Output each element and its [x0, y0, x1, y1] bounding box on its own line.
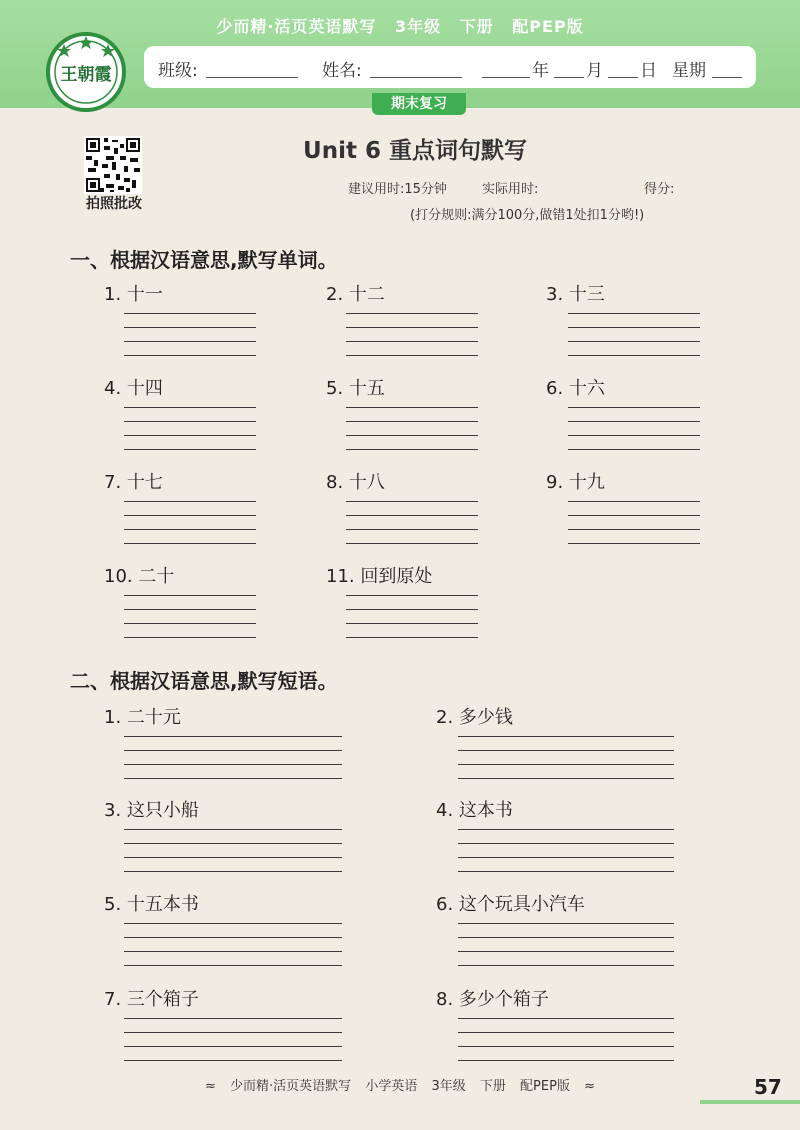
word-answer-lines[interactable]	[124, 300, 256, 356]
page-number: 57	[754, 1075, 782, 1099]
writing-line[interactable]	[458, 844, 674, 858]
writing-line[interactable]	[124, 816, 342, 830]
writing-line[interactable]	[124, 830, 342, 844]
word-item-label: 9. 十九	[546, 472, 605, 493]
phrase-answer-lines[interactable]	[124, 816, 342, 872]
actual-time-label: 实际用时:	[482, 182, 539, 197]
writing-line[interactable]	[346, 408, 478, 422]
header-grade: 3年级	[394, 17, 442, 36]
writing-line[interactable]	[124, 924, 342, 938]
writing-line[interactable]	[568, 342, 700, 356]
suggested-time: 建议用时:15分钟	[348, 182, 447, 197]
word-item-label: 4. 十四	[104, 378, 163, 399]
writing-line[interactable]	[124, 610, 256, 624]
writing-line[interactable]	[124, 1033, 342, 1047]
svg-text:王朝霞: 王朝霞	[60, 65, 112, 85]
writing-line[interactable]	[124, 422, 256, 436]
writing-line[interactable]	[346, 502, 478, 516]
word-answer-lines[interactable]	[346, 300, 478, 356]
writing-line[interactable]	[124, 502, 256, 516]
name-field[interactable]	[370, 60, 462, 78]
writing-line[interactable]	[124, 858, 342, 872]
writing-line[interactable]	[124, 300, 256, 314]
phrase-answer-lines[interactable]	[458, 816, 674, 872]
writing-line[interactable]	[124, 488, 256, 502]
footer-subject: 小学英语	[365, 1079, 418, 1094]
writing-line[interactable]	[568, 314, 700, 328]
writing-line[interactable]	[124, 751, 342, 765]
writing-line[interactable]	[458, 737, 674, 751]
writing-line[interactable]	[568, 300, 700, 314]
writing-line[interactable]	[458, 751, 674, 765]
word-answer-lines[interactable]	[346, 394, 478, 450]
footer-wave-icon: ≈	[584, 1079, 595, 1094]
writing-line[interactable]	[568, 516, 700, 530]
writing-line[interactable]	[458, 1019, 674, 1033]
word-item-label: 5. 十五	[326, 378, 385, 399]
writing-line[interactable]	[568, 502, 700, 516]
weekday-field[interactable]	[712, 60, 742, 78]
writing-line[interactable]	[124, 765, 342, 779]
weekday-label: 星期	[672, 61, 706, 81]
phrase-item-label: 4. 这本书	[436, 800, 513, 821]
writing-line[interactable]	[124, 582, 256, 596]
writing-line[interactable]	[458, 765, 674, 779]
word-item-label: 8. 十八	[326, 472, 385, 493]
writing-line[interactable]	[124, 596, 256, 610]
score-label: 得分:	[644, 182, 675, 197]
writing-line[interactable]	[458, 1047, 674, 1061]
word-answer-lines[interactable]	[568, 488, 700, 544]
writing-line[interactable]	[458, 830, 674, 844]
month-field[interactable]	[554, 60, 584, 78]
header-series-title: 少而精·活页英语默写	[216, 17, 377, 36]
phrase-answer-lines[interactable]	[458, 1005, 674, 1061]
writing-line[interactable]	[124, 737, 342, 751]
writing-line[interactable]	[346, 582, 478, 596]
writing-line[interactable]	[346, 314, 478, 328]
qr-code-icon	[84, 136, 142, 194]
writing-line[interactable]	[346, 516, 478, 530]
footer-term: 下册	[479, 1079, 506, 1094]
word-item-label: 6. 十六	[546, 378, 605, 399]
writing-line[interactable]	[346, 596, 478, 610]
phrase-answer-lines[interactable]	[458, 910, 674, 966]
word-answer-lines[interactable]	[124, 488, 256, 544]
section2-title: 二、根据汉语意思,默写短语。	[70, 669, 338, 693]
word-item-label: 1. 十一	[104, 284, 163, 305]
phrase-item-label: 6. 这个玩具小汽车	[436, 894, 585, 915]
writing-line[interactable]	[124, 910, 342, 924]
word-answer-lines[interactable]	[568, 394, 700, 450]
word-answer-lines[interactable]	[346, 582, 478, 638]
writing-line[interactable]	[124, 530, 256, 544]
writing-line[interactable]	[124, 328, 256, 342]
footer-grade: 3年级	[431, 1079, 466, 1094]
name-label: 姓名:	[322, 61, 362, 81]
writing-line[interactable]	[458, 938, 674, 952]
class-label: 班级:	[158, 61, 198, 81]
writing-line[interactable]	[124, 1019, 342, 1033]
writing-line[interactable]	[124, 1005, 342, 1019]
phrase-item-label: 8. 多少个箱子	[436, 989, 549, 1010]
writing-line[interactable]	[124, 844, 342, 858]
day-field[interactable]	[608, 60, 638, 78]
writing-line[interactable]	[346, 422, 478, 436]
writing-line[interactable]	[458, 858, 674, 872]
writing-line[interactable]	[124, 408, 256, 422]
header-term: 下册	[459, 17, 494, 36]
phrase-answer-lines[interactable]	[124, 723, 342, 779]
writing-line[interactable]	[458, 816, 674, 830]
writing-line[interactable]	[124, 314, 256, 328]
phrase-item-label: 7. 三个箱子	[104, 989, 199, 1010]
writing-line[interactable]	[458, 1033, 674, 1047]
student-info-bar	[144, 46, 756, 88]
phrase-answer-lines[interactable]	[124, 910, 342, 966]
writing-line[interactable]	[124, 436, 256, 450]
writing-line[interactable]	[568, 408, 700, 422]
phrase-item-label: 5. 十五本书	[104, 894, 199, 915]
writing-line[interactable]	[346, 436, 478, 450]
word-item-label: 7. 十七	[104, 472, 163, 493]
writing-line[interactable]	[458, 723, 674, 737]
word-item-label: 3. 十三	[546, 284, 605, 305]
writing-line[interactable]	[458, 910, 674, 924]
phrase-item-label: 1. 二十元	[104, 707, 181, 728]
footer-accent-bar	[700, 1100, 800, 1104]
writing-line[interactable]	[124, 342, 256, 356]
word-answer-lines[interactable]	[568, 300, 700, 356]
word-answer-lines[interactable]	[124, 394, 256, 450]
writing-line[interactable]	[568, 436, 700, 450]
writing-line[interactable]	[568, 422, 700, 436]
footer-series-line	[0, 1075, 800, 1094]
footer-edition: 配PEP版	[520, 1079, 570, 1094]
qr-label: 拍照批改	[86, 196, 142, 212]
header-edition: 配PEP版	[512, 17, 584, 36]
writing-line[interactable]	[346, 610, 478, 624]
writing-line[interactable]	[124, 1047, 342, 1061]
footer-wave-icon: ≈	[204, 1079, 216, 1094]
word-answer-lines[interactable]	[124, 582, 256, 638]
writing-line[interactable]	[124, 723, 342, 737]
writing-line[interactable]	[346, 530, 478, 544]
word-item-label: 2. 十二	[326, 284, 385, 305]
writing-line[interactable]	[346, 300, 478, 314]
month-label: 月	[586, 61, 603, 81]
word-item-label: 10. 二十	[104, 566, 175, 587]
writing-line[interactable]	[458, 924, 674, 938]
writing-line[interactable]	[124, 516, 256, 530]
publisher-logo	[44, 30, 128, 114]
phrase-item-label: 3. 这只小船	[104, 800, 199, 821]
writing-line[interactable]	[568, 328, 700, 342]
writing-line[interactable]	[346, 328, 478, 342]
footer-series: 少而精·活页英语默写	[230, 1079, 352, 1094]
writing-line[interactable]	[124, 394, 256, 408]
writing-line[interactable]	[458, 1005, 674, 1019]
phrase-answer-lines[interactable]	[458, 723, 674, 779]
writing-line[interactable]	[568, 530, 700, 544]
page-title: Unit 6 重点词句默写	[303, 138, 527, 164]
writing-line[interactable]	[458, 952, 674, 966]
writing-line[interactable]	[124, 952, 342, 966]
writing-line[interactable]	[346, 624, 478, 638]
class-field[interactable]	[206, 60, 298, 78]
phrase-item-label: 2. 多少钱	[436, 707, 513, 728]
writing-line[interactable]	[124, 938, 342, 952]
writing-line[interactable]	[346, 488, 478, 502]
year-label: 年	[532, 61, 549, 81]
writing-line[interactable]	[568, 488, 700, 502]
section1-title: 一、根据汉语意思,默写单词。	[70, 248, 338, 272]
writing-line[interactable]	[346, 342, 478, 356]
day-label: 日	[640, 61, 657, 81]
word-answer-lines[interactable]	[346, 488, 478, 544]
review-tab: 期末复习	[372, 93, 466, 115]
year-field[interactable]	[482, 60, 530, 78]
scoring-rule: (打分规则:满分100分,做错1处扣1分哟!)	[410, 208, 645, 223]
phrase-answer-lines[interactable]	[124, 1005, 342, 1061]
word-item-label: 11. 回到原处	[326, 566, 433, 587]
writing-line[interactable]	[346, 394, 478, 408]
writing-line[interactable]	[568, 394, 700, 408]
writing-line[interactable]	[124, 624, 256, 638]
